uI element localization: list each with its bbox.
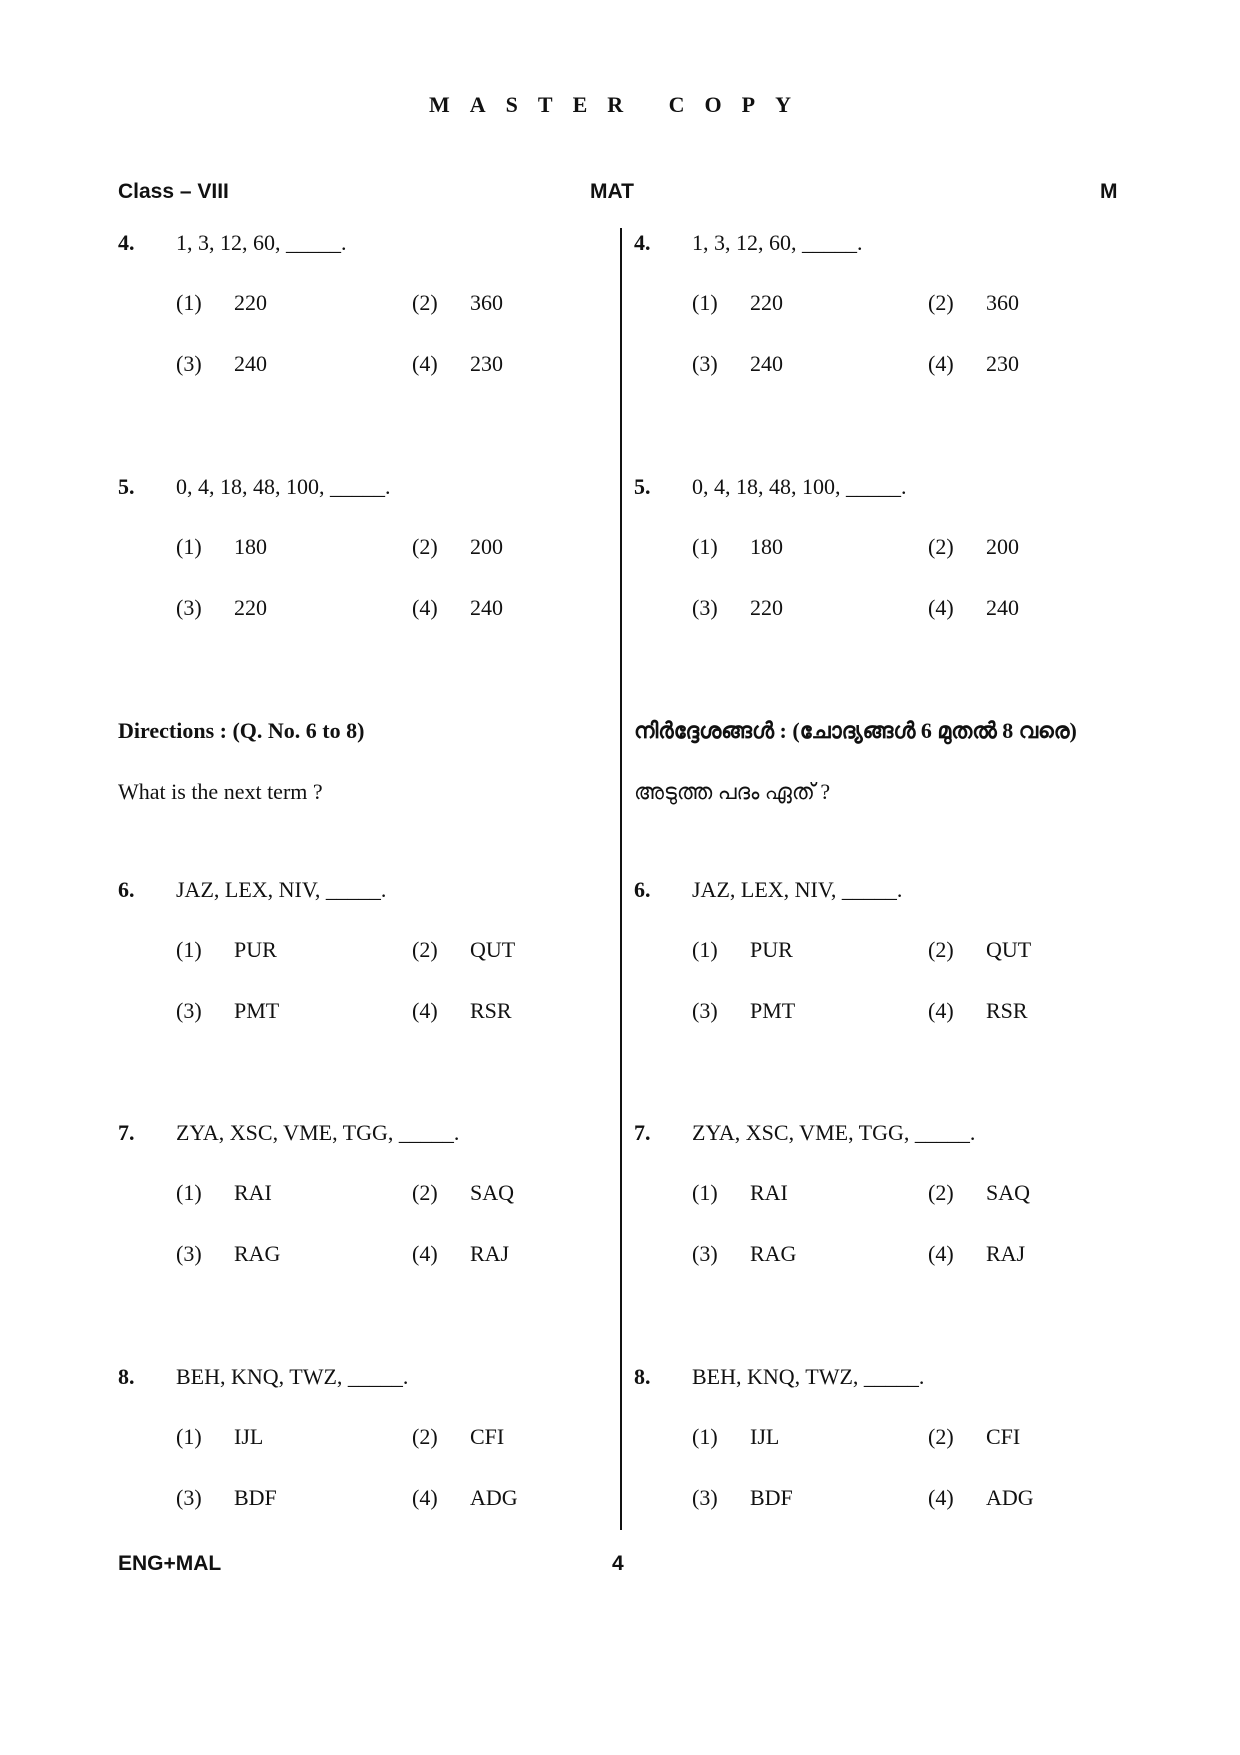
option-number: (1) bbox=[692, 290, 718, 315]
option-value: 180 bbox=[750, 534, 783, 559]
option-value: QUT bbox=[470, 937, 516, 962]
question-number: 4. bbox=[118, 230, 135, 255]
option-number: (1) bbox=[176, 1424, 202, 1449]
option-number: (4) bbox=[928, 998, 954, 1023]
question-text: 0, 4, 18, 48, 100, _____. bbox=[176, 474, 391, 499]
option-value: RAJ bbox=[470, 1241, 510, 1266]
option-number: (1) bbox=[692, 1180, 718, 1205]
option-value: IJL bbox=[234, 1424, 264, 1449]
option-value: 180 bbox=[234, 534, 267, 559]
question-number: 4. bbox=[634, 230, 651, 255]
question-text: BEH, KNQ, TWZ, _____. bbox=[692, 1364, 925, 1389]
option-value: QUT bbox=[986, 937, 1032, 962]
option-value: SAQ bbox=[986, 1180, 1031, 1205]
option-value: 360 bbox=[470, 290, 503, 315]
option-value: 360 bbox=[986, 290, 1019, 315]
question-number: 5. bbox=[634, 474, 651, 499]
option-number: (4) bbox=[412, 595, 438, 620]
question-text: JAZ, LEX, NIV, _____. bbox=[692, 877, 903, 902]
option-value: 200 bbox=[986, 534, 1019, 559]
option-value: RAG bbox=[234, 1241, 281, 1266]
question-number: 8. bbox=[118, 1364, 135, 1389]
option-value: PUR bbox=[750, 937, 793, 962]
option-value: PMT bbox=[750, 998, 796, 1023]
option-number: (2) bbox=[412, 1424, 438, 1449]
class-label: Class – VIII bbox=[118, 180, 229, 203]
option-number: (2) bbox=[928, 1424, 954, 1449]
option-number: (3) bbox=[176, 1485, 202, 1510]
subject-label: MAT bbox=[590, 180, 634, 203]
option-number: (1) bbox=[176, 1180, 202, 1205]
option-number: (4) bbox=[928, 1485, 954, 1510]
option-value: RAG bbox=[750, 1241, 797, 1266]
option-number: (4) bbox=[928, 351, 954, 376]
directions-text: What is the next term ? bbox=[118, 779, 323, 804]
column-divider bbox=[620, 228, 622, 1530]
question-number: 8. bbox=[634, 1364, 651, 1389]
option-number: (2) bbox=[928, 534, 954, 559]
directions-title: നിർദ്ദേശങ്ങൾ : (ചോദ്യങ്ങൾ 6 മുതൽ 8 വരെ) bbox=[634, 718, 1077, 743]
option-value: IJL bbox=[750, 1424, 780, 1449]
option-value: SAQ bbox=[470, 1180, 515, 1205]
question-text: ZYA, XSC, VME, TGG, _____. bbox=[692, 1120, 976, 1145]
option-value: 220 bbox=[750, 290, 783, 315]
option-number: (2) bbox=[412, 1180, 438, 1205]
option-number: (3) bbox=[692, 595, 718, 620]
question-text: BEH, KNQ, TWZ, _____. bbox=[176, 1364, 409, 1389]
question-number: 7. bbox=[118, 1120, 135, 1145]
option-number: (4) bbox=[412, 1485, 438, 1510]
option-value: RSR bbox=[470, 998, 512, 1023]
question-number: 6. bbox=[118, 877, 135, 902]
option-number: (2) bbox=[412, 534, 438, 559]
option-number: (2) bbox=[412, 290, 438, 315]
option-value: PUR bbox=[234, 937, 277, 962]
directions-text: അടുത്ത പദം ഏത് ? bbox=[634, 779, 831, 804]
option-number: (3) bbox=[176, 998, 202, 1023]
option-number: (4) bbox=[928, 1241, 954, 1266]
option-value: RAI bbox=[234, 1180, 272, 1205]
option-number: (1) bbox=[176, 290, 202, 315]
option-number: (4) bbox=[928, 595, 954, 620]
option-value: 240 bbox=[750, 351, 783, 376]
question-number: 5. bbox=[118, 474, 135, 499]
option-number: (1) bbox=[692, 937, 718, 962]
option-value: RAI bbox=[750, 1180, 788, 1205]
option-value: 220 bbox=[234, 595, 267, 620]
option-value: BDF bbox=[234, 1485, 277, 1510]
option-value: 240 bbox=[470, 595, 503, 620]
option-number: (3) bbox=[692, 1241, 718, 1266]
option-value: 220 bbox=[750, 595, 783, 620]
paper-code: M bbox=[1100, 180, 1118, 203]
option-value: CFI bbox=[986, 1424, 1021, 1449]
option-number: (1) bbox=[176, 534, 202, 559]
option-value: PMT bbox=[234, 998, 280, 1023]
question-number: 6. bbox=[634, 877, 651, 902]
option-number: (3) bbox=[692, 351, 718, 376]
option-number: (1) bbox=[692, 1424, 718, 1449]
question-text: ZYA, XSC, VME, TGG, _____. bbox=[176, 1120, 460, 1145]
option-number: (2) bbox=[412, 937, 438, 962]
option-value: 230 bbox=[470, 351, 503, 376]
question-text: 1, 3, 12, 60, _____. bbox=[692, 230, 863, 255]
master-copy-banner: MASTER COPY bbox=[429, 92, 811, 117]
option-value: RSR bbox=[986, 998, 1028, 1023]
directions-title: Directions : (Q. No. 6 to 8) bbox=[118, 718, 365, 743]
option-number: (2) bbox=[928, 937, 954, 962]
question-text: JAZ, LEX, NIV, _____. bbox=[176, 877, 387, 902]
option-number: (2) bbox=[928, 290, 954, 315]
option-number: (1) bbox=[176, 937, 202, 962]
option-number: (4) bbox=[412, 998, 438, 1023]
option-number: (3) bbox=[176, 595, 202, 620]
option-value: 220 bbox=[234, 290, 267, 315]
option-value: CFI bbox=[470, 1424, 505, 1449]
option-value: 240 bbox=[234, 351, 267, 376]
option-value: 200 bbox=[470, 534, 503, 559]
option-number: (3) bbox=[176, 1241, 202, 1266]
option-value: 230 bbox=[986, 351, 1019, 376]
question-text: 0, 4, 18, 48, 100, _____. bbox=[692, 474, 907, 499]
option-value: ADG bbox=[986, 1485, 1034, 1510]
question-text: 1, 3, 12, 60, _____. bbox=[176, 230, 347, 255]
question-number: 7. bbox=[634, 1120, 651, 1145]
option-number: (4) bbox=[412, 1241, 438, 1266]
option-value: BDF bbox=[750, 1485, 793, 1510]
option-number: (2) bbox=[928, 1180, 954, 1205]
option-number: (1) bbox=[692, 534, 718, 559]
option-value: ADG bbox=[470, 1485, 518, 1510]
option-value: RAJ bbox=[986, 1241, 1026, 1266]
option-value: 240 bbox=[986, 595, 1019, 620]
option-number: (4) bbox=[412, 351, 438, 376]
option-number: (3) bbox=[176, 351, 202, 376]
page-number: 4 bbox=[612, 1552, 624, 1575]
option-number: (3) bbox=[692, 1485, 718, 1510]
option-number: (3) bbox=[692, 998, 718, 1023]
language-label: ENG+MAL bbox=[118, 1552, 222, 1575]
